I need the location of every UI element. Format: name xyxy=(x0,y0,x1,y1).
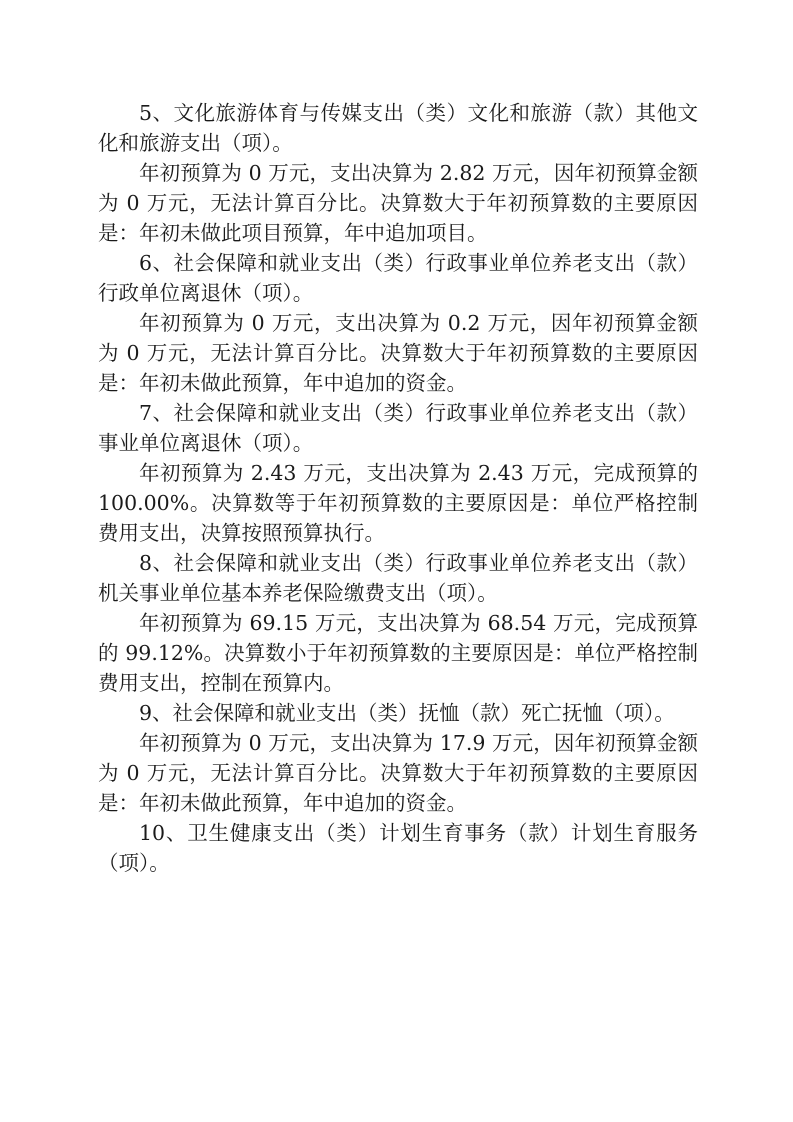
item-9-heading: 9、社会保障和就业支出（类）抚恤（款）死亡抚恤（项）。 xyxy=(139,701,675,725)
item-8-heading: 8、社会保障和就业支出（类）行政事业单位养老支出（款）机关事业单位基本养老保险缴费支出（项）。 xyxy=(98,551,698,605)
item-7-heading: 7、社会保障和就业支出（类）行政事业单位养老支出（款）事业单位离退休（项）。 xyxy=(98,401,698,455)
item-9-body: 年初预算为 0 万元，支出决算为 17.9 万元，因年初预算金额为 0 万元，无法计算百分比。决算数大于年初预算数的主要原因是：年初未做此预算，年中追加的资金。 xyxy=(98,731,698,815)
document-page xyxy=(98,98,698,878)
item-5-heading: 5、文化旅游体育与传媒支出（类）文化和旅游（款）其他文化和旅游支出（项）。 xyxy=(98,101,698,155)
item-10-heading: 10、卫生健康支出（类）计划生育事务（款）计划生育服务（项）。 xyxy=(98,821,698,875)
item-7-body: 年初预算为 2.43 万元，支出决算为 2.43 万元，完成预算的 100.00%。决算数等于年初预算数的主要原因是：单位严格控制费用支出，决算按照预算执行。 xyxy=(98,461,698,545)
item-8-body: 年初预算为 69.15 万元，支出决算为 68.54 万元，完成预算的 99.12%。决算数小于年初预算数的主要原因是：单位严格控制费用支出，控制在预算内。 xyxy=(98,611,698,695)
item-5-body: 年初预算为 0 万元，支出决算为 2.82 万元，因年初预算金额为 0 万元，无法计算百分比。决算数大于年初预算数的主要原因是：年初未做此项目预算，年中追加项目。 xyxy=(98,161,698,245)
item-6-body: 年初预算为 0 万元，支出决算为 0.2 万元，因年初预算金额为 0 万元，无法计算百分比。决算数大于年初预算数的主要原因是：年初未做此预算，年中追加的资金。 xyxy=(98,311,698,395)
item-6-heading: 6、社会保障和就业支出（类）行政事业单位养老支出（款）行政单位离退休（项）。 xyxy=(98,251,698,305)
